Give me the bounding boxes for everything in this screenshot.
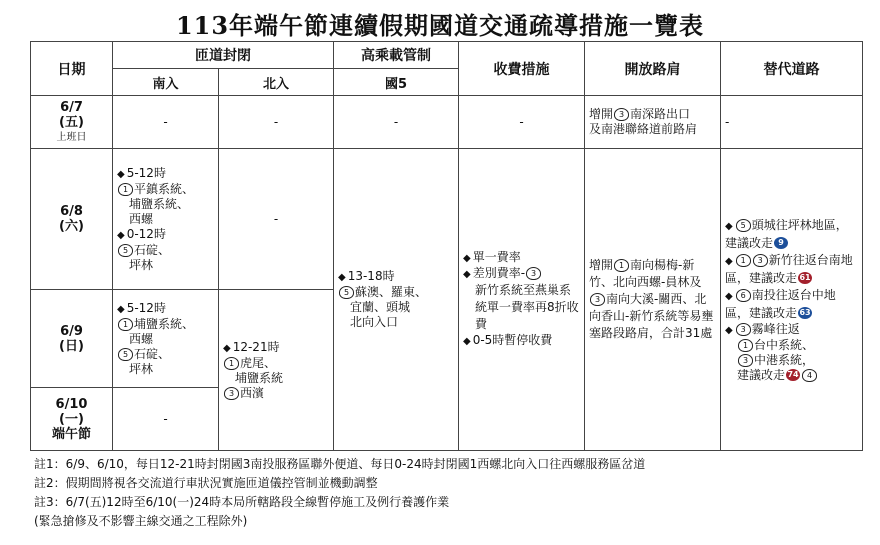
alternate-route: 台中系統、 <box>754 337 815 352</box>
note-3: 註3：6/7(五)12時至6/10(一)24時本局所轄路段全線暫停施工及例行養護作業 <box>34 495 450 509</box>
freeway-shield-icon: 1 <box>118 318 133 331</box>
header-date: 日期 <box>31 42 113 96</box>
freeway-shield-icon: 6 <box>736 289 751 302</box>
header-hov-road: 國5 <box>334 69 459 96</box>
diamond-bullet-icon: ◆ <box>725 290 733 302</box>
header-shoulder: 開放路肩 <box>585 42 721 96</box>
ramp-name: 埔鹽系統 <box>235 370 284 385</box>
hov-time: 13-18時 <box>347 269 395 283</box>
diamond-bullet-icon: ◆ <box>117 229 125 241</box>
freeway-shield-icon: 3 <box>224 387 239 400</box>
diamond-bullet-icon: ◆ <box>725 220 733 232</box>
toll-cell: - <box>459 96 585 149</box>
note-1: 註1：6/9、6/10，每日12-21時封閉國3南投服務區聯外便道、每日0-24時封閉國1西螺北向入口往西螺服務區岔道 <box>34 457 646 471</box>
shoulder-cell <box>585 149 721 451</box>
ramp-name: 石碇、 <box>134 346 171 361</box>
note-4: (緊急搶修及不影響主線交通之工程除外) <box>34 514 248 528</box>
ramp-north-cell: - <box>219 149 334 290</box>
freeway-shield-icon: 5 <box>736 219 751 232</box>
ramp-south-cell: - <box>113 96 219 149</box>
header-toll: 收費措施 <box>459 42 585 96</box>
ramp-name: 西濱 <box>240 385 265 400</box>
header-hov: 高乘載管制 <box>334 42 459 69</box>
ramp-name: 埔鹽系統、 <box>129 196 190 211</box>
freeway-shield-icon: 1 <box>614 259 629 272</box>
weekday-text: (五) <box>59 114 84 130</box>
provincial-road-icon: 63 <box>799 308 811 317</box>
note-2: 註2：假期間將視各交流道行車狀況實施匝道儀控管制並機動調整 <box>34 476 378 490</box>
date-cell <box>31 149 113 290</box>
diamond-bullet-icon: ◆ <box>725 324 733 336</box>
ramp-name: 石碇、 <box>134 242 171 257</box>
hov-cell <box>334 149 459 451</box>
header-northbound: 北入 <box>219 69 334 96</box>
toll-item: 新竹系統至燕巢系統單一費率再8折收費 <box>475 283 579 331</box>
diamond-bullet-icon: ◆ <box>463 253 471 264</box>
alternate-route: 霧峰往返 <box>751 321 800 336</box>
shoulder-prefix: 增開 <box>589 107 614 121</box>
ramp-name: 埔鹽系統、 <box>134 316 195 331</box>
freeway-shield-icon: 1 <box>738 339 753 352</box>
diamond-bullet-icon: ◆ <box>338 272 346 283</box>
ramp-south-cell <box>113 290 219 388</box>
closure-time: 5-12時 <box>126 165 166 180</box>
freeway-shield-icon: 4 <box>802 369 817 382</box>
toll-cell <box>459 149 585 451</box>
provincial-road-icon: 74 <box>787 370 799 379</box>
weekday-text: (日) <box>59 338 84 354</box>
shoulder-prefix: 增開 <box>589 258 614 272</box>
freeway-shield-icon: 3 <box>738 354 753 367</box>
ramp-name: 北向入口 <box>350 315 399 329</box>
shoulder-text: 南向楊梅-新竹、北向西螺-員林及 <box>589 258 702 289</box>
freeway-shield-icon: 3 <box>590 293 605 306</box>
ramp-name: 西螺 <box>129 331 154 346</box>
notes-block <box>30 455 862 531</box>
diamond-bullet-icon: ◆ <box>725 255 733 267</box>
date-text: 6/8 <box>60 204 83 219</box>
ramp-name: 蘇澳、羅東、 <box>355 285 428 299</box>
closure-time: 0-12時 <box>126 226 166 241</box>
closure-time: 5-12時 <box>126 300 166 315</box>
toll-item: 0-5時暫停收費 <box>472 333 553 347</box>
shoulder-text: 南向大溪-關西、北向香山-新竹系統等易壅塞路段路肩，合計31處 <box>589 292 714 340</box>
date-note: 端午節 <box>51 426 91 442</box>
freeway-shield-icon: 1 <box>118 183 133 196</box>
freeway-shield-icon: 3 <box>736 323 751 336</box>
ramp-name: 坪林 <box>129 361 154 376</box>
alternate-route: 南投往返台中地區，建議改走 <box>725 287 836 320</box>
header-alternate: 替代道路 <box>721 42 863 96</box>
date-text: 6/10 <box>55 396 88 412</box>
date-cell <box>31 290 113 388</box>
shoulder-text: 南深路出口 <box>630 107 691 121</box>
shoulder-cell <box>585 96 721 149</box>
alternate-cell <box>721 149 863 451</box>
hov-cell: - <box>334 96 459 149</box>
date-note: 上班日 <box>56 131 87 143</box>
closure-time: 12-21時 <box>232 339 280 354</box>
alternate-cell: - <box>721 96 863 149</box>
ramp-north-cell: - <box>219 96 334 149</box>
weekday-text: (一) <box>59 411 84 427</box>
measures-table <box>30 41 863 451</box>
table-row <box>31 96 863 149</box>
alternate-route: 建議改走 <box>737 367 786 382</box>
date-cell <box>31 388 113 451</box>
ramp-south-cell: - <box>113 388 219 451</box>
date-text: 6/9 <box>60 323 83 339</box>
freeway-shield-icon: 3 <box>526 267 541 280</box>
freeway-shield-icon: 5 <box>339 286 354 299</box>
provincial-road-icon: 61 <box>799 273 811 282</box>
alternate-route: 中港系統， <box>754 352 815 367</box>
freeway-shield-icon: 1 <box>736 254 751 267</box>
ramp-south-cell <box>113 149 219 290</box>
page-title: 113年端午節連續假期國道交通疏導措施一覽表 <box>175 11 705 40</box>
toll-item: 單一費率 <box>472 250 521 264</box>
header-row <box>31 42 863 69</box>
ramp-name: 宜蘭、頭城 <box>350 300 411 314</box>
header-southbound: 南入 <box>113 69 219 96</box>
freeway-shield-icon: 3 <box>753 254 768 267</box>
header-ramp-closure: 匝道封閉 <box>113 42 334 69</box>
date-text: 6/7 <box>60 99 83 115</box>
alternate-route: 台南地區，建議改走 <box>725 252 853 285</box>
date-cell <box>31 96 113 149</box>
diamond-bullet-icon: ◆ <box>117 303 125 315</box>
ramp-name: 平鎮系統、 <box>134 181 195 196</box>
shoulder-text: 及南港聯絡道前路肩 <box>589 122 698 136</box>
freeway-shield-icon: 5 <box>118 348 133 361</box>
freeway-shield-icon: 3 <box>614 108 629 121</box>
ramp-name: 坪林 <box>129 257 154 272</box>
diamond-bullet-icon: ◆ <box>463 336 471 347</box>
toll-item: 差別費率- <box>472 266 526 280</box>
ramp-name: 西螺 <box>129 211 154 226</box>
ramp-north-cell <box>219 290 334 451</box>
alternate-route: 頭城往坪林地區，建議改走 <box>725 217 848 250</box>
diamond-bullet-icon: ◆ <box>463 269 471 280</box>
freeway-shield-icon: 5 <box>118 244 133 257</box>
weekday-text: (六) <box>59 219 84 234</box>
freeway-shield-icon: 1 <box>224 357 239 370</box>
diamond-bullet-icon: ◆ <box>223 342 231 354</box>
provincial-road-icon: 9 <box>774 237 788 249</box>
ramp-name: 虎尾、 <box>240 355 277 370</box>
table-row <box>31 149 863 290</box>
alternate-route: 新竹往返 <box>768 252 817 267</box>
diamond-bullet-icon: ◆ <box>117 168 125 180</box>
